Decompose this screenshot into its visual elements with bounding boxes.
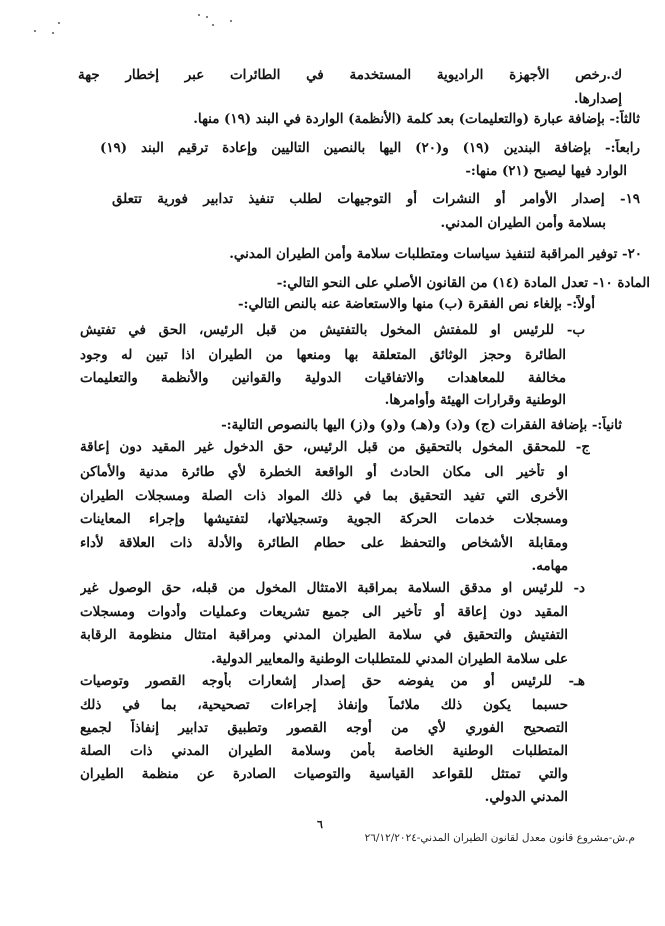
footer-reference: م.ش-مشروع قانون معدل لقانون الطيران المدني-٢٦/١٢/٢٠٢٤: [364, 832, 635, 844]
line-31: المدني الدولي.: [484, 789, 568, 805]
line-30: والتي تمتثل للقواعد القياسية والتوصيات الصادرة عن منظمة الطيران: [80, 766, 568, 782]
line-21: مهامه.: [531, 558, 568, 574]
line-3: ثالثاً:- بإضافة عبارة (والتعليمات) بعد كلمة (الأنظمة) الواردة في البند (١٩) منها.: [193, 111, 640, 127]
line-14: الوطنية وقرارات الهيئة وأوامرها.: [384, 392, 566, 408]
line-24: التفتيش والتحقيق في سلامة الطيران المدني ومراقبة امتثال منظومة الرقابة: [80, 627, 568, 643]
line-22: د- للرئيس او مدقق السلامة بمراقبة الامتثال المخول من قبله، حق الوصول غير: [80, 580, 585, 596]
line-10: أولاً:- بإلغاء نص الفقرة (ب) منها والاستعاضة عنه بالنص التالي:-: [237, 296, 595, 312]
line-6: ١٩- إصدار الأوامر أو النشرات أو التوجيهات لطلب تنفيذ تدابير فورية تتعلق: [112, 191, 640, 207]
line-8: ٢٠- توفير المراقبة لتنفيذ سياسات ومتطلبات سلامة وأمن الطيران المدني.: [229, 246, 642, 262]
line-18: الأخرى التي تفيد التحقيق بما في ذلك المواد ذات الصلة ومسجلات الطيران: [80, 488, 568, 504]
line-9: المادة ١٠- تعدل المادة (١٤) من القانون الأصلي على النحو التالي:-: [276, 275, 650, 291]
scan-specks: [30, 10, 240, 40]
line-17: او تأخير الى مكان الحادث أو الواقعة الخطرة لأي طائرة مدنية والأماكن: [80, 464, 568, 480]
line-2: إصدارها.: [573, 91, 622, 107]
line-26: هـ- للرئيس أو من يفوضه حق إصدار إشعارات بأوجه القصور وتوصيات: [80, 673, 585, 689]
line-16: ج- للمحقق المخول بالتحقيق من قبل الرئيس، حق الدخول غير المقيد دون إعاقة: [80, 439, 590, 455]
line-23: المقيد دون إعاقة أو تأخير الى جميع تشريعات وعمليات وأدوات ومسجلات: [80, 604, 568, 620]
line-29: المتطلبات الوطنية الخاصة بأمن وسلامة الطيران المدني ذات الصلة: [80, 743, 568, 759]
line-27: حسبما يكون ذلك ملائماً وإنفاذ إجراءات تصحيحية، بما في ذلك: [80, 697, 568, 713]
line-5: الوارد فيها ليصبح (٢١) منها:-: [465, 163, 627, 179]
line-25: على سلامة الطيران المدني للمتطلبات الوطنية والمعايير الدولية.: [210, 651, 568, 667]
line-1: ك.رخص الأجهزة الراديوية المستخدمة في الطائرات عبر إخطار جهة: [78, 67, 622, 83]
line-12: الطائرة وحجز الوثائق المتعلقة بها ومنعها من الطيران اذا تبين له وجود: [80, 347, 566, 363]
line-7: بسلامة وأمن الطيران المدني.: [440, 215, 606, 231]
line-4: رابعاً:- بإضافة البندين (١٩) و(٢٠) اليها بالنصين التاليين وإعادة ترقيم البند (١٩): [100, 140, 640, 156]
line-19: ومسجلات خدمات الحركة الجوية وتسجيلاتها، لتفتيشها وإجراء المعاينات: [80, 511, 568, 527]
line-28: التصحيح الفوري لأي من أوجه القصور وتطبيق تدابير إنفاذاً لجميع: [80, 720, 568, 736]
line-11: ب- للرئيس او للمفتش المخول بالتفتيش من قبل الرئيس، الحق في تفتيش: [80, 322, 585, 338]
line-15: ثانياً:- بإضافة الفقرات (ج) و(د) و(هـ) و(و) و(ز) اليها بالنصوص التالية:-: [221, 417, 622, 433]
page-number: ٦: [317, 818, 323, 831]
line-13: مخالفة للمعاهدات والاتفاقيات الدولية والقوانين والأنظمة والتعليمات: [80, 370, 566, 386]
line-20: ومقابلة الأشخاص والتحفظ على حطام الطائرة والأدلة ذات العلاقة لأداء: [80, 535, 568, 551]
